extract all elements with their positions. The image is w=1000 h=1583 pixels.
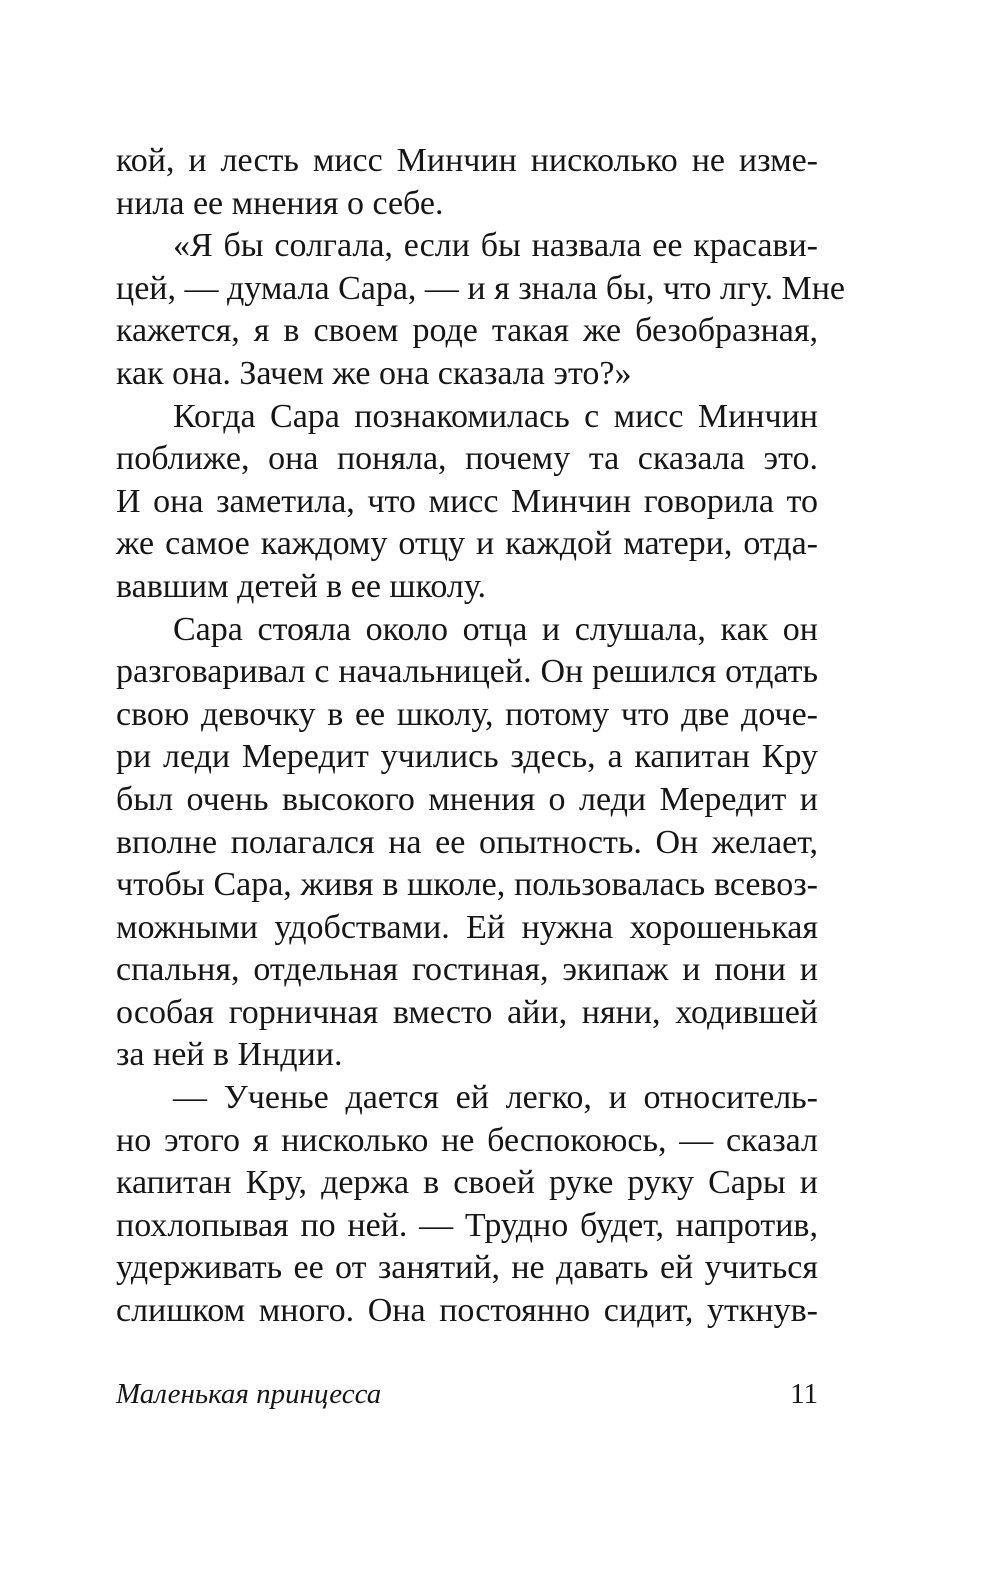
text-line: Сара стояла около отца и слушала, как он [173,610,818,648]
text-line: — Ученье дается ей легко, и относитель- [173,1079,818,1117]
text-line: Когда Сара познакомилась с мисс Минчин [173,397,818,435]
text-line: особая горничная вместо айи, няни, ходившей [116,993,818,1031]
text-line: поближе, она поняла, почему та сказала это. [116,440,818,478]
text-line: свою девочку в ее школу, потому что две доче- [116,695,818,733]
text-line: спальня, отдельная гостиная, экипаж и пони и [116,951,818,989]
text-line: нила ее мнения о себе. [116,184,444,222]
text-line: можными удобствами. Ей нужна хорошенькая [116,908,818,946]
text-line: кажется, я в своем роде такая же безобразная, [116,312,818,350]
text-line: чтобы Сара, живя в школе, пользовалась всевоз- [116,866,818,904]
text-line: слишком много. Она постоянно сидит, уткнув- [116,1292,818,1330]
text-line: за ней в Индии. [116,1036,343,1074]
text-line: ри леди Мередит учились здесь, а капитан Кру [116,738,818,776]
text-line: как она. Зачем же она сказала это?» [116,354,632,392]
text-line: разговаривал с начальницей. Он решился отдать [116,653,818,691]
text-line: «Я бы солгала, если бы назвала ее красави- [173,227,818,265]
text-line: но этого я нисколько не беспокоюсь, — сказал [116,1121,818,1159]
text-line: вполне полагался на ее опытность. Он желает, [116,823,818,861]
text-line: удерживать ее от занятий, не давать ей учиться [116,1249,818,1287]
text-line: похлопывая по ней. — Трудно будет, напротив, [116,1206,818,1244]
page-footer [116,1374,818,1414]
text-line: же самое каждому отцу и каждой матери, отда- [116,525,818,563]
text-line: цей, — думала Сара, — и я знала бы, что лгу. Мне [116,269,846,307]
text-line: кой, и лесть мисс Минчин нисколько не изме- [116,142,818,179]
page-number: 11 [790,1378,818,1410]
text-line: был очень высокого мнения о леди Мередит и [116,780,818,818]
text-line: И она заметила, что мисс Минчин говорила то [116,482,818,520]
running-title: Маленькая принцесса [116,1378,382,1410]
text-line: вавшим детей в ее школу. [116,567,486,605]
text-line: капитан Кру, держа в своей руке руку Сары и [116,1164,818,1202]
text-block [116,140,846,1333]
